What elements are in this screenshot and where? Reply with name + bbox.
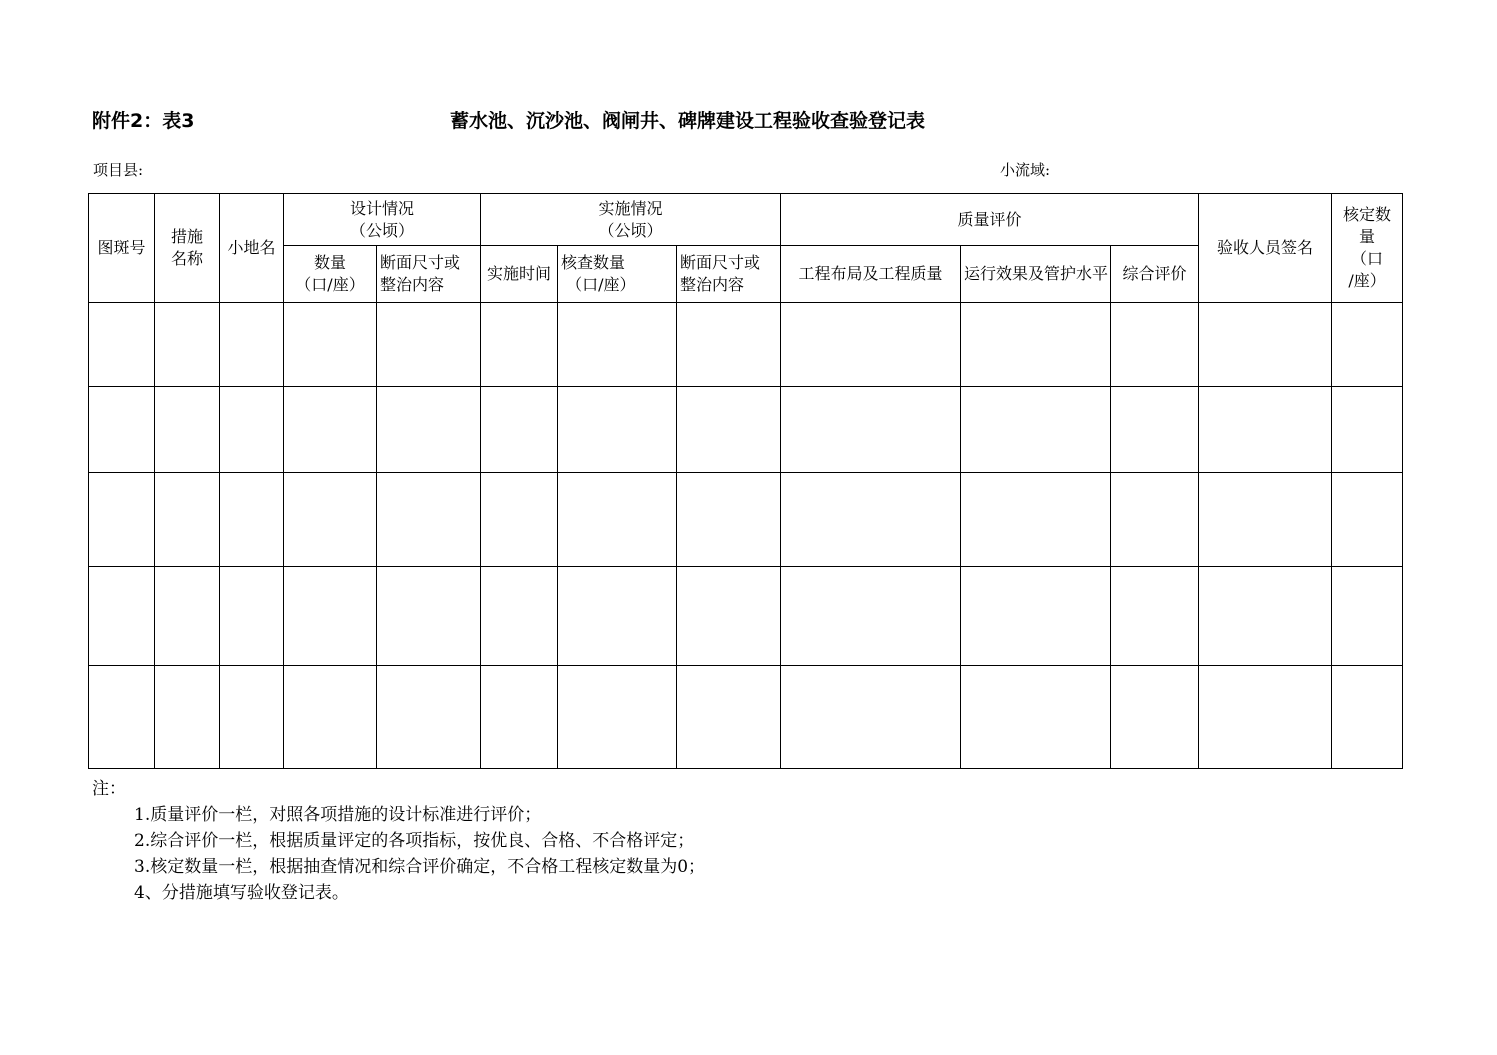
table-cell[interactable]: [220, 567, 284, 666]
project-county-label: 项目县:: [93, 161, 144, 179]
table-cell[interactable]: [284, 473, 377, 567]
table-cell[interactable]: [481, 666, 558, 769]
table-cell[interactable]: [220, 473, 284, 567]
table-cell[interactable]: [558, 473, 677, 567]
table-cell[interactable]: [155, 387, 220, 473]
table-cell[interactable]: [1332, 666, 1403, 769]
table-cell[interactable]: [377, 666, 481, 769]
attachment-label: 附件2：表3: [92, 110, 195, 132]
header-design-group: 设计情况 （公顷）: [284, 194, 481, 246]
table-cell[interactable]: [89, 473, 155, 567]
table-cell[interactable]: [677, 567, 781, 666]
acceptance-register-table: [88, 193, 1403, 769]
note-item: 3.核定数量一栏，根据抽查情况和综合评价确定，不合格工程核定数量为0；: [134, 857, 706, 877]
table-cell[interactable]: [220, 666, 284, 769]
table-cell[interactable]: [961, 303, 1111, 387]
table-cell[interactable]: [284, 567, 377, 666]
table-cell[interactable]: [220, 303, 284, 387]
table-cell[interactable]: [481, 567, 558, 666]
table-cell[interactable]: [1332, 303, 1403, 387]
table-cell[interactable]: [1332, 567, 1403, 666]
notes-heading: 注：: [92, 779, 126, 799]
table-cell[interactable]: [1199, 567, 1332, 666]
header-design-section: 断面尺寸或 整治内容: [377, 246, 481, 303]
table-cell[interactable]: [481, 473, 558, 567]
table-cell[interactable]: [961, 567, 1111, 666]
table-cell[interactable]: [677, 303, 781, 387]
table-cell[interactable]: [155, 567, 220, 666]
table-cell[interactable]: [481, 303, 558, 387]
table-cell[interactable]: [481, 387, 558, 473]
table-cell[interactable]: [89, 666, 155, 769]
table-cell[interactable]: [781, 666, 961, 769]
header-quality-group: 质量评价: [781, 194, 1199, 246]
table-cell[interactable]: [1111, 303, 1199, 387]
header-implementation-group: 实施情况 （公顷）: [481, 194, 781, 246]
table-cell[interactable]: [961, 666, 1111, 769]
table-cell[interactable]: [1111, 387, 1199, 473]
header-design-quantity: 数量 （口/座）: [284, 246, 377, 303]
note-item: 2.综合评价一栏，根据质量评定的各项指标，按优良、合格、不合格评定；: [134, 831, 695, 851]
table-cell[interactable]: [284, 303, 377, 387]
table-cell[interactable]: [377, 567, 481, 666]
table-cell[interactable]: [155, 666, 220, 769]
header-implementation-section: 断面尺寸或 整治内容: [677, 246, 781, 303]
table-cell[interactable]: [781, 473, 961, 567]
table-cell[interactable]: [220, 387, 284, 473]
table-cell[interactable]: [1111, 567, 1199, 666]
header-inspector-signature: 验收人员签名: [1199, 194, 1332, 303]
header-layout-quality: 工程布局及工程质量: [781, 246, 961, 303]
table-cell[interactable]: [1199, 666, 1332, 769]
table-cell[interactable]: [1199, 387, 1332, 473]
notes-section: [92, 776, 705, 906]
note-item: 1.质量评价一栏，对照各项措施的设计标准进行评价；: [134, 805, 542, 825]
table-row: [89, 567, 1403, 666]
header-implementation-time: 实施时间: [481, 246, 558, 303]
table-cell[interactable]: [155, 303, 220, 387]
table-row: [89, 387, 1403, 473]
table-cell[interactable]: [155, 473, 220, 567]
header-operation-maintenance: 运行效果及管护水平: [961, 246, 1111, 303]
table-cell[interactable]: [677, 387, 781, 473]
table-cell[interactable]: [781, 303, 961, 387]
table-cell[interactable]: [961, 473, 1111, 567]
table-cell[interactable]: [284, 666, 377, 769]
table-row: [89, 473, 1403, 567]
table-cell[interactable]: [558, 387, 677, 473]
table-cell[interactable]: [377, 387, 481, 473]
table-cell[interactable]: [1111, 473, 1199, 567]
header-approved-quantity: 核定数 量 （口 /座）: [1332, 194, 1403, 303]
table-cell[interactable]: [558, 666, 677, 769]
table-row: [89, 303, 1403, 387]
table-cell[interactable]: [1332, 473, 1403, 567]
table-cell[interactable]: [1332, 387, 1403, 473]
table-row: [89, 666, 1403, 769]
table-cell[interactable]: [781, 567, 961, 666]
header-overall-evaluation: 综合评价: [1111, 246, 1199, 303]
table-cell[interactable]: [961, 387, 1111, 473]
table-cell[interactable]: [677, 666, 781, 769]
table-cell[interactable]: [1199, 303, 1332, 387]
small-watershed-label: 小流域:: [1000, 161, 1051, 179]
table-cell[interactable]: [284, 387, 377, 473]
table-cell[interactable]: [558, 303, 677, 387]
note-item: 4、分措施填写验收登记表。: [134, 883, 349, 903]
table-cell[interactable]: [1111, 666, 1199, 769]
table-cell[interactable]: [781, 387, 961, 473]
table-cell[interactable]: [558, 567, 677, 666]
table-cell[interactable]: [89, 303, 155, 387]
header-check-quantity: 核查数量 （口/座）: [558, 246, 677, 303]
header-measure-name: 措施 名称: [155, 194, 220, 303]
header-map-id: 图斑号: [89, 194, 155, 303]
table-cell[interactable]: [677, 473, 781, 567]
table-cell[interactable]: [89, 567, 155, 666]
table-cell[interactable]: [89, 387, 155, 473]
table-cell[interactable]: [377, 303, 481, 387]
document-title: 蓄水池、沉沙池、阀闸井、碑牌建设工程验收查验登记表: [450, 110, 926, 132]
header-place-name: 小地名: [220, 194, 284, 303]
table-cell[interactable]: [1199, 473, 1332, 567]
table-cell[interactable]: [377, 473, 481, 567]
